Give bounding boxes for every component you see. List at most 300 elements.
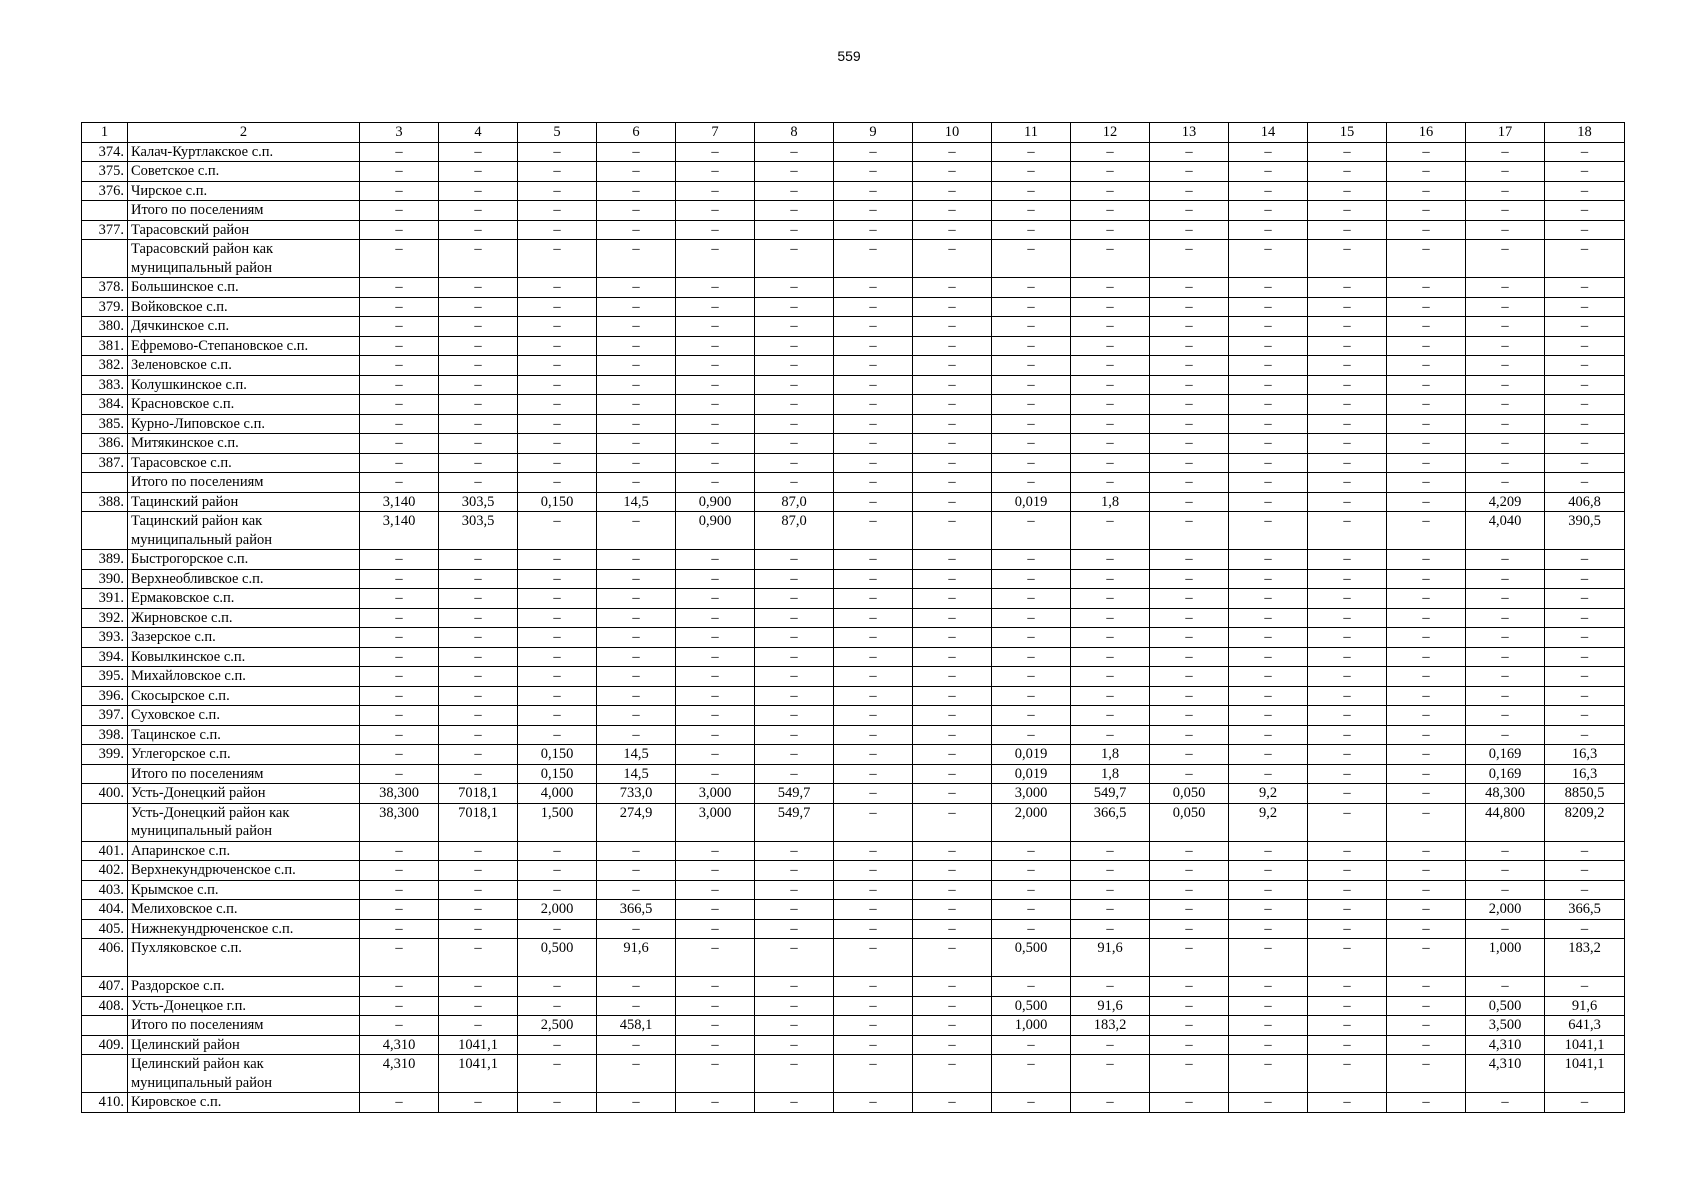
value-cell: 14,5 bbox=[597, 492, 676, 512]
value-cell: – bbox=[360, 686, 439, 706]
value-cell: – bbox=[1229, 589, 1308, 609]
value-cell: – bbox=[755, 453, 834, 473]
value-cell: – bbox=[755, 336, 834, 356]
value-cell: – bbox=[518, 647, 597, 667]
row-name: Кировское с.п. bbox=[128, 1093, 360, 1113]
table-row bbox=[82, 1093, 1625, 1113]
value-cell: 4,310 bbox=[360, 1055, 439, 1093]
value-cell: – bbox=[1071, 569, 1150, 589]
value-cell: – bbox=[913, 1016, 992, 1036]
value-cell: – bbox=[1071, 473, 1150, 493]
value-cell: – bbox=[834, 569, 913, 589]
column-header: 11 bbox=[992, 123, 1071, 143]
value-cell: – bbox=[1466, 142, 1545, 162]
row-number: 381. bbox=[82, 336, 128, 356]
value-cell: – bbox=[834, 900, 913, 920]
value-cell: – bbox=[1308, 628, 1387, 648]
value-cell: – bbox=[1387, 142, 1466, 162]
row-number: 389. bbox=[82, 550, 128, 570]
value-cell: – bbox=[439, 434, 518, 454]
value-cell: – bbox=[755, 142, 834, 162]
value-cell: – bbox=[439, 939, 518, 977]
value-cell: – bbox=[1308, 686, 1387, 706]
value-cell: – bbox=[834, 240, 913, 278]
row-number: 409. bbox=[82, 1035, 128, 1055]
value-cell: – bbox=[1387, 240, 1466, 278]
value-cell: – bbox=[913, 706, 992, 726]
value-cell: – bbox=[1229, 162, 1308, 182]
value-cell: – bbox=[1071, 297, 1150, 317]
value-cell: 1,8 bbox=[1071, 745, 1150, 765]
value-cell: – bbox=[360, 608, 439, 628]
value-cell: – bbox=[1387, 220, 1466, 240]
value-cell: – bbox=[360, 201, 439, 221]
row-number: 407. bbox=[82, 977, 128, 997]
value-cell: – bbox=[1150, 297, 1229, 317]
value-cell: – bbox=[1466, 201, 1545, 221]
value-cell: – bbox=[676, 550, 755, 570]
value-cell: – bbox=[676, 181, 755, 201]
value-cell: – bbox=[1071, 201, 1150, 221]
value-cell: – bbox=[597, 996, 676, 1016]
value-cell: – bbox=[676, 977, 755, 997]
value-cell: – bbox=[755, 550, 834, 570]
value-cell: – bbox=[597, 977, 676, 997]
value-cell: – bbox=[1308, 667, 1387, 687]
value-cell: – bbox=[360, 336, 439, 356]
value-cell: – bbox=[834, 336, 913, 356]
value-cell: – bbox=[755, 628, 834, 648]
value-cell: – bbox=[1545, 667, 1625, 687]
value-cell: – bbox=[439, 919, 518, 939]
value-cell: – bbox=[518, 473, 597, 493]
value-cell: – bbox=[1071, 453, 1150, 473]
value-cell: – bbox=[676, 1016, 755, 1036]
value-cell: – bbox=[360, 317, 439, 337]
value-cell: – bbox=[1229, 569, 1308, 589]
value-cell: – bbox=[597, 240, 676, 278]
value-cell: – bbox=[1545, 201, 1625, 221]
value-cell: – bbox=[360, 550, 439, 570]
column-header: 18 bbox=[1545, 123, 1625, 143]
value-cell: – bbox=[597, 201, 676, 221]
value-cell: – bbox=[1150, 492, 1229, 512]
row-name: Михайловское с.п. bbox=[128, 667, 360, 687]
value-cell: – bbox=[1150, 745, 1229, 765]
value-cell: 3,140 bbox=[360, 512, 439, 550]
value-cell: 1,000 bbox=[1466, 939, 1545, 977]
value-cell: – bbox=[1071, 375, 1150, 395]
value-cell: – bbox=[992, 880, 1071, 900]
value-cell: – bbox=[439, 900, 518, 920]
value-cell: – bbox=[360, 996, 439, 1016]
row-number: 377. bbox=[82, 220, 128, 240]
value-cell: – bbox=[834, 434, 913, 454]
value-cell: 1041,1 bbox=[1545, 1055, 1625, 1093]
value-cell: 0,500 bbox=[992, 939, 1071, 977]
row-number: 391. bbox=[82, 589, 128, 609]
value-cell: – bbox=[992, 1035, 1071, 1055]
table-row bbox=[82, 569, 1625, 589]
value-cell: 458,1 bbox=[597, 1016, 676, 1036]
value-cell: – bbox=[992, 900, 1071, 920]
table-row bbox=[82, 453, 1625, 473]
value-cell: – bbox=[913, 861, 992, 881]
value-cell: – bbox=[518, 375, 597, 395]
value-cell: – bbox=[1229, 706, 1308, 726]
row-name: Чирское с.п. bbox=[128, 181, 360, 201]
value-cell: – bbox=[439, 686, 518, 706]
value-cell: – bbox=[1387, 1055, 1466, 1093]
value-cell: 44,800 bbox=[1466, 803, 1545, 841]
value-cell: – bbox=[913, 608, 992, 628]
value-cell: – bbox=[755, 162, 834, 182]
value-cell: – bbox=[834, 861, 913, 881]
value-cell: – bbox=[1071, 550, 1150, 570]
value-cell: – bbox=[1308, 434, 1387, 454]
value-cell: – bbox=[1229, 841, 1308, 861]
value-cell: – bbox=[992, 317, 1071, 337]
table-row bbox=[82, 686, 1625, 706]
value-cell: – bbox=[1308, 1093, 1387, 1113]
table-row bbox=[82, 764, 1625, 784]
value-cell: – bbox=[992, 356, 1071, 376]
value-cell: – bbox=[1545, 395, 1625, 415]
value-cell: 366,5 bbox=[1545, 900, 1625, 920]
row-number: 375. bbox=[82, 162, 128, 182]
row-name: Большинское с.п. bbox=[128, 278, 360, 298]
value-cell: 549,7 bbox=[1071, 784, 1150, 804]
row-number: 386. bbox=[82, 434, 128, 454]
value-cell: 366,5 bbox=[1071, 803, 1150, 841]
value-cell: – bbox=[1308, 647, 1387, 667]
value-cell: – bbox=[439, 880, 518, 900]
value-cell: – bbox=[834, 919, 913, 939]
row-number: 396. bbox=[82, 686, 128, 706]
value-cell: – bbox=[1387, 667, 1466, 687]
value-cell: – bbox=[676, 162, 755, 182]
value-cell: – bbox=[1308, 297, 1387, 317]
value-cell: – bbox=[1229, 550, 1308, 570]
table-row bbox=[82, 550, 1625, 570]
value-cell: – bbox=[1071, 278, 1150, 298]
value-cell: – bbox=[360, 900, 439, 920]
value-cell: – bbox=[1071, 162, 1150, 182]
value-cell: – bbox=[1071, 725, 1150, 745]
value-cell: – bbox=[439, 841, 518, 861]
value-cell: – bbox=[1387, 569, 1466, 589]
row-name: Тацинский район bbox=[128, 492, 360, 512]
value-cell: – bbox=[992, 841, 1071, 861]
value-cell: – bbox=[834, 181, 913, 201]
value-cell: – bbox=[518, 667, 597, 687]
value-cell: – bbox=[1150, 706, 1229, 726]
value-cell: – bbox=[755, 608, 834, 628]
value-cell: – bbox=[1545, 356, 1625, 376]
value-cell: 1,8 bbox=[1071, 764, 1150, 784]
value-cell: – bbox=[1071, 900, 1150, 920]
value-cell: – bbox=[597, 453, 676, 473]
value-cell: 549,7 bbox=[755, 803, 834, 841]
value-cell: – bbox=[834, 608, 913, 628]
row-number: 379. bbox=[82, 297, 128, 317]
value-cell: – bbox=[1545, 841, 1625, 861]
value-cell: – bbox=[518, 996, 597, 1016]
row-number: 400. bbox=[82, 784, 128, 804]
table-row bbox=[82, 803, 1625, 841]
value-cell: – bbox=[834, 647, 913, 667]
value-cell: – bbox=[676, 589, 755, 609]
value-cell: – bbox=[360, 395, 439, 415]
value-cell: – bbox=[1150, 201, 1229, 221]
value-cell: – bbox=[597, 297, 676, 317]
table-row bbox=[82, 745, 1625, 765]
value-cell: – bbox=[1071, 414, 1150, 434]
value-cell: – bbox=[1150, 317, 1229, 337]
table-row bbox=[82, 784, 1625, 804]
value-cell: – bbox=[1466, 278, 1545, 298]
value-cell: – bbox=[834, 880, 913, 900]
value-cell: 733,0 bbox=[597, 784, 676, 804]
value-cell: 4,310 bbox=[1466, 1055, 1545, 1093]
value-cell: – bbox=[913, 919, 992, 939]
value-cell: – bbox=[913, 162, 992, 182]
value-cell: 0,500 bbox=[992, 996, 1071, 1016]
value-cell: – bbox=[755, 686, 834, 706]
value-cell: – bbox=[1308, 278, 1387, 298]
value-cell: – bbox=[1387, 803, 1466, 841]
data-table bbox=[81, 122, 1625, 1113]
value-cell: – bbox=[597, 162, 676, 182]
value-cell: – bbox=[834, 1035, 913, 1055]
value-cell: – bbox=[913, 764, 992, 784]
value-cell: – bbox=[439, 764, 518, 784]
table-row bbox=[82, 919, 1625, 939]
value-cell: – bbox=[1150, 550, 1229, 570]
value-cell: – bbox=[834, 297, 913, 317]
column-header: 2 bbox=[128, 123, 360, 143]
value-cell: – bbox=[597, 667, 676, 687]
value-cell: – bbox=[1150, 589, 1229, 609]
value-cell: – bbox=[439, 1016, 518, 1036]
value-cell: – bbox=[913, 977, 992, 997]
value-cell: – bbox=[676, 764, 755, 784]
value-cell: – bbox=[1308, 939, 1387, 977]
value-cell: – bbox=[1545, 434, 1625, 454]
value-cell: – bbox=[834, 162, 913, 182]
value-cell: – bbox=[1150, 434, 1229, 454]
row-name: Тарасовское с.п. bbox=[128, 453, 360, 473]
value-cell: – bbox=[1308, 706, 1387, 726]
value-cell: – bbox=[1387, 1035, 1466, 1055]
value-cell: – bbox=[1308, 375, 1387, 395]
value-cell: – bbox=[834, 939, 913, 977]
value-cell: – bbox=[913, 939, 992, 977]
value-cell: – bbox=[1466, 414, 1545, 434]
value-cell: – bbox=[360, 706, 439, 726]
value-cell: – bbox=[755, 1055, 834, 1093]
value-cell: – bbox=[1150, 841, 1229, 861]
row-name: Быстрогорское с.п. bbox=[128, 550, 360, 570]
value-cell: – bbox=[913, 1093, 992, 1113]
row-number: 393. bbox=[82, 628, 128, 648]
value-cell: – bbox=[1545, 181, 1625, 201]
value-cell: – bbox=[913, 434, 992, 454]
value-cell: – bbox=[676, 453, 755, 473]
value-cell: 4,040 bbox=[1466, 512, 1545, 550]
value-cell: – bbox=[1150, 142, 1229, 162]
value-cell: 366,5 bbox=[597, 900, 676, 920]
value-cell: – bbox=[439, 550, 518, 570]
row-name: Тарасовский район как муниципальный район bbox=[128, 240, 360, 278]
value-cell: – bbox=[1308, 841, 1387, 861]
value-cell: – bbox=[676, 414, 755, 434]
value-cell: 3,000 bbox=[676, 803, 755, 841]
value-cell: – bbox=[755, 1016, 834, 1036]
value-cell: – bbox=[1466, 686, 1545, 706]
value-cell: – bbox=[1466, 977, 1545, 997]
value-cell: – bbox=[360, 667, 439, 687]
value-cell: – bbox=[913, 375, 992, 395]
value-cell: – bbox=[439, 240, 518, 278]
table-row bbox=[82, 841, 1625, 861]
row-number: 397. bbox=[82, 706, 128, 726]
value-cell: 1041,1 bbox=[439, 1035, 518, 1055]
value-cell: 0,500 bbox=[518, 939, 597, 977]
value-cell: – bbox=[1308, 473, 1387, 493]
value-cell: – bbox=[518, 336, 597, 356]
value-cell: – bbox=[1308, 803, 1387, 841]
value-cell: 2,000 bbox=[518, 900, 597, 920]
table-row bbox=[82, 608, 1625, 628]
value-cell: – bbox=[1308, 784, 1387, 804]
value-cell: – bbox=[913, 569, 992, 589]
value-cell: – bbox=[518, 589, 597, 609]
value-cell: 0,150 bbox=[518, 764, 597, 784]
value-cell: 14,5 bbox=[597, 745, 676, 765]
column-header: 8 bbox=[755, 123, 834, 143]
value-cell: – bbox=[1071, 841, 1150, 861]
value-cell: 8209,2 bbox=[1545, 803, 1625, 841]
value-cell: – bbox=[360, 745, 439, 765]
value-cell: – bbox=[755, 240, 834, 278]
value-cell: – bbox=[1229, 240, 1308, 278]
value-cell: – bbox=[1387, 725, 1466, 745]
table-row bbox=[82, 880, 1625, 900]
value-cell: – bbox=[360, 764, 439, 784]
value-cell: – bbox=[1229, 181, 1308, 201]
value-cell: – bbox=[597, 375, 676, 395]
value-cell: – bbox=[360, 628, 439, 648]
value-cell: – bbox=[1466, 880, 1545, 900]
value-cell: – bbox=[360, 841, 439, 861]
value-cell: – bbox=[1071, 861, 1150, 881]
value-cell: – bbox=[1071, 336, 1150, 356]
value-cell: – bbox=[597, 473, 676, 493]
row-name: Суховское с.п. bbox=[128, 706, 360, 726]
value-cell: – bbox=[1466, 647, 1545, 667]
value-cell: – bbox=[913, 996, 992, 1016]
value-cell: – bbox=[1150, 608, 1229, 628]
value-cell: – bbox=[597, 356, 676, 376]
value-cell: – bbox=[518, 142, 597, 162]
value-cell: – bbox=[518, 686, 597, 706]
table-row bbox=[82, 667, 1625, 687]
value-cell: – bbox=[1387, 686, 1466, 706]
value-cell: – bbox=[1308, 201, 1387, 221]
value-cell: 9,2 bbox=[1229, 803, 1308, 841]
value-cell: – bbox=[676, 317, 755, 337]
value-cell: – bbox=[1150, 1016, 1229, 1036]
value-cell: 2,000 bbox=[992, 803, 1071, 841]
row-number: 403. bbox=[82, 880, 128, 900]
column-header: 4 bbox=[439, 123, 518, 143]
value-cell: – bbox=[913, 492, 992, 512]
value-cell: – bbox=[676, 939, 755, 977]
value-cell: – bbox=[1150, 686, 1229, 706]
value-cell: – bbox=[992, 395, 1071, 415]
value-cell: – bbox=[597, 589, 676, 609]
row-number: 394. bbox=[82, 647, 128, 667]
value-cell: – bbox=[1150, 647, 1229, 667]
row-name: Тацинский район как муниципальный район bbox=[128, 512, 360, 550]
table-row bbox=[82, 220, 1625, 240]
value-cell: – bbox=[439, 336, 518, 356]
value-cell: – bbox=[755, 764, 834, 784]
value-cell: – bbox=[913, 201, 992, 221]
value-cell: – bbox=[1466, 667, 1545, 687]
value-cell: – bbox=[1466, 434, 1545, 454]
value-cell: – bbox=[1466, 240, 1545, 278]
value-cell: – bbox=[913, 745, 992, 765]
value-cell: – bbox=[676, 356, 755, 376]
value-cell: – bbox=[913, 317, 992, 337]
value-cell: – bbox=[992, 608, 1071, 628]
value-cell: – bbox=[1387, 550, 1466, 570]
value-cell: – bbox=[1229, 996, 1308, 1016]
value-cell: – bbox=[439, 142, 518, 162]
value-cell: – bbox=[1545, 589, 1625, 609]
table-row bbox=[82, 297, 1625, 317]
value-cell: – bbox=[913, 667, 992, 687]
value-cell: – bbox=[1071, 686, 1150, 706]
value-cell: – bbox=[992, 1093, 1071, 1113]
value-cell: – bbox=[1071, 240, 1150, 278]
value-cell: – bbox=[1071, 589, 1150, 609]
value-cell: – bbox=[439, 745, 518, 765]
value-cell: – bbox=[1308, 336, 1387, 356]
value-cell: – bbox=[1387, 841, 1466, 861]
value-cell: – bbox=[439, 861, 518, 881]
table-row bbox=[82, 473, 1625, 493]
value-cell: – bbox=[676, 919, 755, 939]
table-row bbox=[82, 512, 1625, 550]
value-cell: – bbox=[755, 589, 834, 609]
value-cell: 390,5 bbox=[1545, 512, 1625, 550]
value-cell: – bbox=[755, 356, 834, 376]
value-cell: – bbox=[1545, 473, 1625, 493]
value-cell: 641,3 bbox=[1545, 1016, 1625, 1036]
value-cell: – bbox=[360, 1016, 439, 1036]
value-cell: 1041,1 bbox=[1545, 1035, 1625, 1055]
value-cell: – bbox=[1466, 608, 1545, 628]
row-number: 376. bbox=[82, 181, 128, 201]
table-row bbox=[82, 1016, 1625, 1036]
value-cell: – bbox=[1150, 1035, 1229, 1055]
row-name: Верхнекундрюченское с.п. bbox=[128, 861, 360, 881]
value-cell: – bbox=[1308, 880, 1387, 900]
value-cell: – bbox=[755, 181, 834, 201]
